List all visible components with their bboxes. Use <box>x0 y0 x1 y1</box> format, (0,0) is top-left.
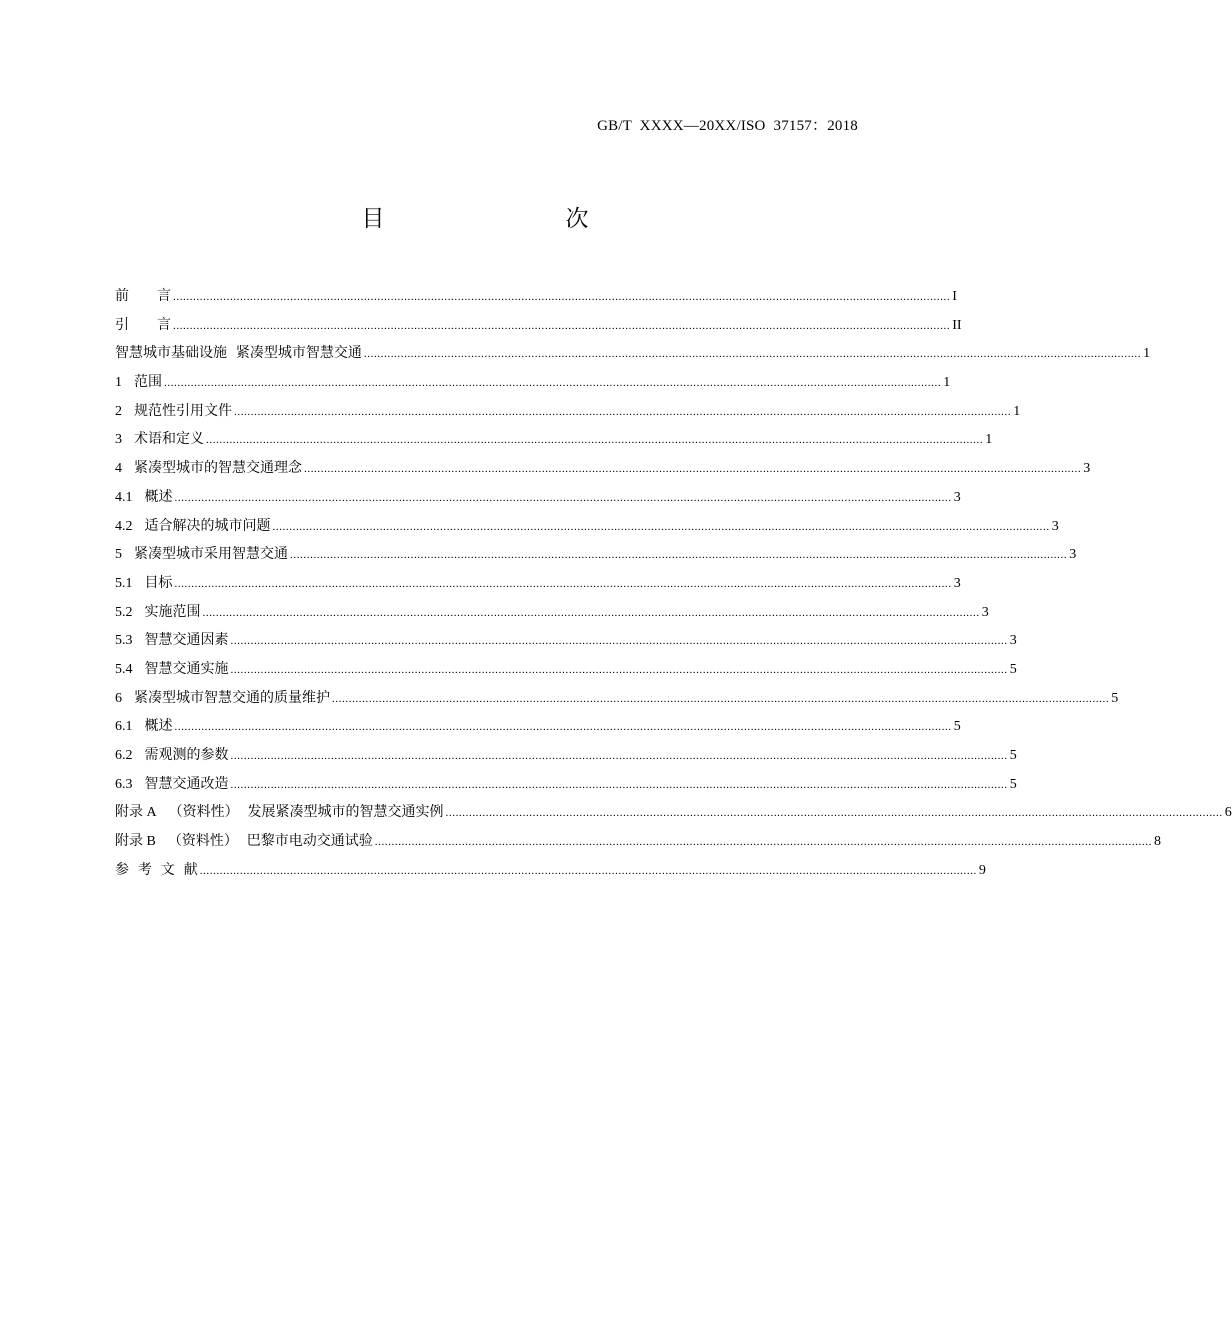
toc-entry-page: 3 <box>953 575 961 591</box>
toc-entry-page: 5 <box>1009 661 1017 677</box>
toc-entry-text: （资料性） 巴黎市电动交通试验 <box>167 833 373 850</box>
dot-leader: ........................................................................................................................................................................................................................................ <box>234 405 1012 418</box>
toc-entry-introduction[interactable] <box>115 311 962 340</box>
toc-entry-text: 概述 <box>144 718 173 735</box>
dot-leader: ........................................................................................................................................................................................................................................ <box>174 721 952 734</box>
toc-entry-number: 6.3 <box>115 776 133 792</box>
toc-entry-section-6-2[interactable] <box>115 741 1017 770</box>
dot-leader: ........................................................................................................................................................................................................................................ <box>230 778 1008 791</box>
toc-entry-text: 智慧城市基础设施 紧凑型城市智慧交通 <box>115 345 362 362</box>
toc-entry-page: 1 <box>943 375 951 391</box>
dot-leader: ........................................................................................................................................................................................................................................ <box>164 377 942 390</box>
dot-leader: ........................................................................................................................................................................................................................................ <box>230 635 1008 648</box>
dot-leader: ........................................................................................................................................................................................................................................ <box>173 319 951 332</box>
toc-entry-number: 附录 B <box>115 834 156 850</box>
dot-leader: ........................................................................................................................................................................................................................................ <box>174 577 952 590</box>
toc-entry-text: 参 考 文 献 <box>115 861 198 878</box>
toc-entry-text: 前 言 <box>115 288 171 304</box>
toc-entry-text: 需观测的参数 <box>144 747 229 763</box>
toc-entry-page: 1 <box>1143 346 1151 362</box>
toc-entry-page: 1 <box>985 432 993 448</box>
toc-entry-section-4-2[interactable] <box>115 512 1059 541</box>
toc-entry-number: 4.1 <box>115 489 133 505</box>
toc-entry-number: 6 <box>115 690 122 706</box>
toc-entry-section-3[interactable] <box>115 425 993 454</box>
toc-entry-text: 适合解决的城市问题 <box>144 517 271 534</box>
dot-leader: ........................................................................................................................................................................................................................................ <box>363 348 1142 361</box>
toc-entry-page: I <box>952 289 957 304</box>
toc-entry-section-6-3[interactable] <box>115 770 1017 799</box>
toc-entry-text: 实施范围 <box>144 603 201 620</box>
toc-entry-text: 紧凑型城市采用智慧交通 <box>134 546 288 563</box>
toc-entry-section-1[interactable] <box>115 368 951 397</box>
toc-entry-page: 8 <box>1153 834 1161 850</box>
dot-leader: ........................................................................................................................................................................................................................................ <box>202 606 980 619</box>
toc-entry-document-title[interactable] <box>115 339 1151 368</box>
toc-entry-page: 9 <box>978 862 986 878</box>
toc-entry-page: 5 <box>1009 748 1017 763</box>
dot-leader: ........................................................................................................................................................................................................................................ <box>173 291 951 303</box>
table-of-contents <box>115 282 1232 884</box>
toc-entry-annex-b[interactable] <box>115 827 1161 856</box>
toc-entry-page: 3 <box>1083 461 1091 477</box>
toc-entry-page: 3 <box>1069 547 1077 563</box>
toc-entry-text: 规范性引用文件 <box>134 402 232 419</box>
toc-entry-text: 概述 <box>144 488 173 505</box>
toc-entry-foreword[interactable] <box>115 282 957 311</box>
toc-entry-text: 智慧交通改造 <box>144 775 229 792</box>
toc-entry-annex-a[interactable] <box>115 798 1232 827</box>
toc-entry-text: （资料性） 发展紧凑型城市的智慧交通实例 <box>168 804 444 821</box>
toc-entry-page: 5 <box>953 719 961 735</box>
toc-entry-page: 5 <box>1111 690 1119 706</box>
toc-entry-number: 4.2 <box>115 518 133 534</box>
toc-entry-page: 3 <box>953 489 961 505</box>
dot-leader: ........................................................................................................................................................................................................................................ <box>374 836 1152 849</box>
dot-leader: ........................................................................................................................................................................................................................................ <box>199 864 977 877</box>
toc-entry-number: 5 <box>115 547 122 563</box>
toc-entry-number: 5.4 <box>115 661 133 677</box>
toc-entry-page: 5 <box>1009 776 1017 792</box>
dot-leader: ........................................................................................................................................................................................................................................ <box>206 434 984 447</box>
toc-entry-text: 紧凑型城市的智慧交通理念 <box>134 460 302 477</box>
toc-entry-section-2[interactable] <box>115 397 1021 426</box>
standard-code: GB/T XXXX—20XX/ISO 37157：2018 <box>597 118 858 134</box>
toc-entry-page: II <box>952 317 962 333</box>
toc-entry-number: 5.1 <box>115 575 133 591</box>
toc-entry-page: 3 <box>1009 633 1017 649</box>
toc-entry-text: 智慧交通因素 <box>144 632 229 649</box>
toc-entry-number: 4 <box>115 461 122 477</box>
toc-entry-number: 6.2 <box>115 748 133 763</box>
toc-entry-section-5-3[interactable] <box>115 626 1017 655</box>
toc-entry-text: 术语和定义 <box>134 431 204 448</box>
dot-leader: ........................................................................................................................................................................................................................................ <box>174 491 952 504</box>
toc-entry-text: 范围 <box>134 374 162 391</box>
toc-entry-text: 引 言 <box>115 316 171 333</box>
toc-entry-number: 5.2 <box>115 604 133 620</box>
toc-entry-number: 3 <box>115 432 122 448</box>
toc-entry-section-6[interactable] <box>115 684 1119 713</box>
toc-title: 目 次 <box>361 206 634 232</box>
toc-entry-page: 3 <box>981 604 989 620</box>
toc-entry-section-4-1[interactable] <box>115 483 961 512</box>
toc-entry-number: 6.1 <box>115 719 133 735</box>
toc-entry-text: 目标 <box>144 574 173 591</box>
toc-entry-text: 智慧交通实施 <box>144 660 229 677</box>
toc-entry-page: 1 <box>1013 403 1021 419</box>
dot-leader: ........................................................................................................................................................................................................................................ <box>272 520 1050 533</box>
toc-entry-section-5-1[interactable] <box>115 569 961 598</box>
toc-entry-section-4[interactable] <box>115 454 1091 483</box>
dot-leader: ........................................................................................................................................................................................................................................ <box>332 692 1110 705</box>
dot-leader: ........................................................................................................................................................................................................................................ <box>304 463 1082 476</box>
toc-entry-bibliography[interactable] <box>115 856 986 885</box>
toc-entry-number: 5.3 <box>115 633 133 649</box>
dot-leader: ........................................................................................................................................................................................................................................ <box>445 807 1223 820</box>
toc-entry-number: 附录 A <box>115 805 157 821</box>
toc-entry-section-6-1[interactable] <box>115 712 961 741</box>
toc-entry-page: 6 <box>1224 805 1232 821</box>
dot-leader: ........................................................................................................................................................................................................................................ <box>230 663 1008 676</box>
toc-entry-number: 2 <box>115 403 122 419</box>
toc-entry-section-5-4[interactable] <box>115 655 1017 684</box>
toc-entry-section-5[interactable] <box>115 540 1077 569</box>
toc-entry-page: 3 <box>1051 518 1059 534</box>
dot-leader: ........................................................................................................................................................................................................................................ <box>290 549 1068 562</box>
toc-entry-section-5-2[interactable] <box>115 598 989 627</box>
toc-entry-number: 1 <box>115 375 122 391</box>
toc-entry-text: 紧凑型城市智慧交通的质量维护 <box>134 689 330 706</box>
dot-leader: ........................................................................................................................................................................................................................................ <box>230 750 1008 762</box>
